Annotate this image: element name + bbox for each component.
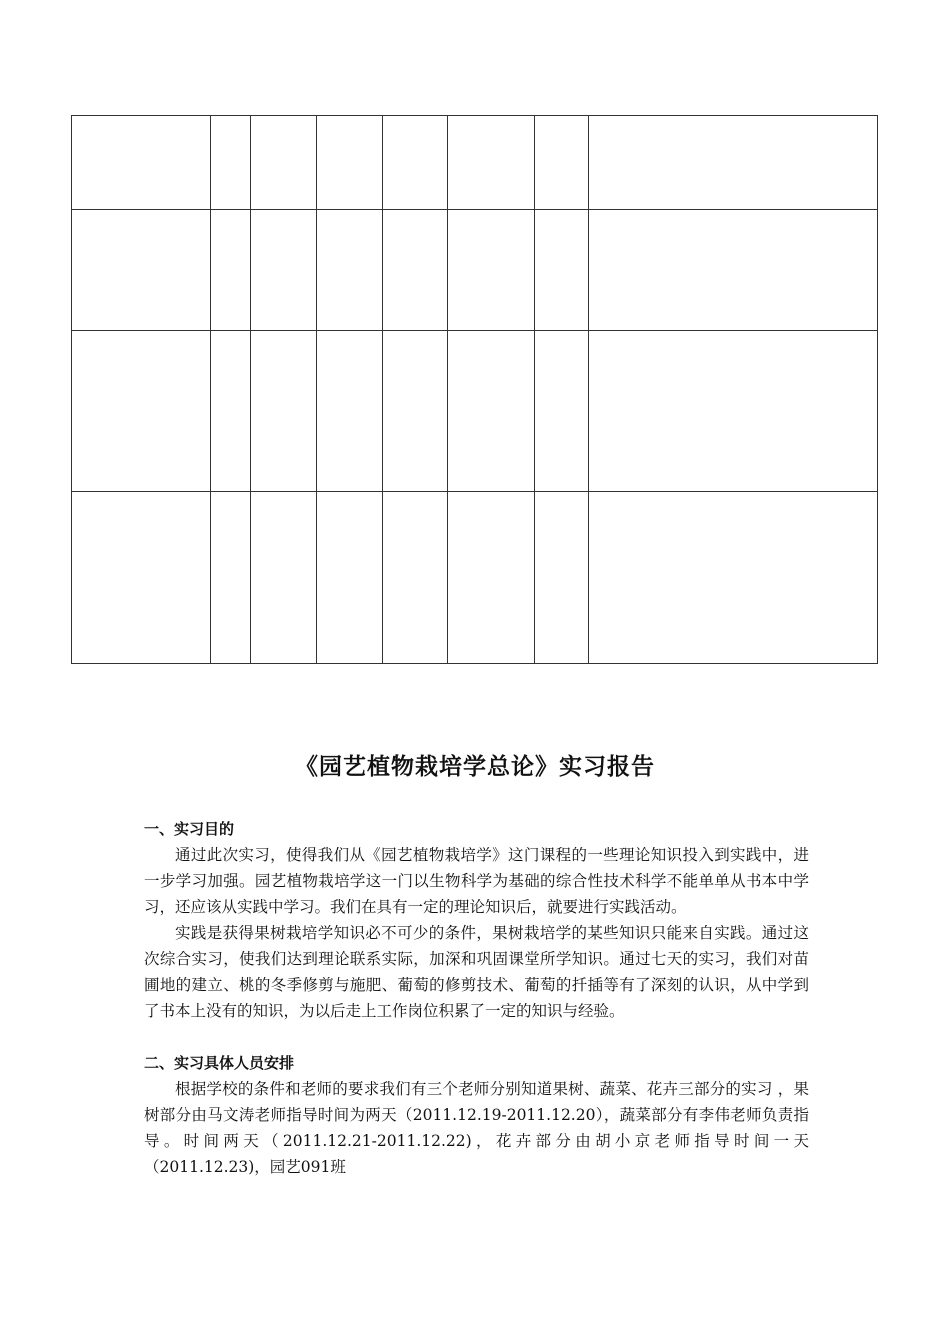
section-heading-purpose: 一、实习目的 xyxy=(144,820,235,838)
report-body xyxy=(144,816,809,1180)
purpose-paragraph-2: 实践是获得果树栽培学知识必不可少的条件，果树栽培学的某些知识只能来自实践。通过这次综合实习，使我们达到理论联系实际，加深和巩固课堂所学知识。通过七天的实习，我们对苗圃地的建立、桃的冬季修剪与施肥、葡萄的修剪技术、葡萄的扦插等有了深刻的认识，从中学到了书本上没有的知识，为以后走上工作岗位积累了一定的知识与经验。 xyxy=(144,924,809,1020)
purpose-paragraph-1: 通过此次实习，使得我们从《园艺植物栽培学》这门课程的一些理论知识投入到实践中，进一步学习加强。园艺植物栽培学这一门以生物科学为基础的综合性技术科学不能单单从书本中学习，还应该从实践中学习。我们在具有一定的理论知识后，就要进行实践活动。 xyxy=(144,846,809,916)
table-row xyxy=(72,210,878,331)
report-title: 《园艺植物栽培学总论》实习报告 xyxy=(295,753,655,780)
section-heading-arrangement: 二、实习具体人员安排 xyxy=(144,1054,295,1072)
section-spacer xyxy=(144,1024,809,1050)
arrangement-paragraph-1: 根据学校的条件和老师的要求我们有三个老师分别知道果树、蔬菜、花卉三部分的实习 ，果树部分由马文涛老师指导时间为两天（2011.12.19-2011.12.20），蔬菜部分有李伟老师负责指导。时间两天（2011.12.21-2011.12.22)，花卉部分由胡小京老师指导时间一天（2011.12.23)，园艺091班 xyxy=(144,1080,809,1176)
table-row xyxy=(72,492,878,664)
empty-grid-table xyxy=(71,115,878,664)
table-row xyxy=(72,116,878,210)
table-row xyxy=(72,331,878,492)
